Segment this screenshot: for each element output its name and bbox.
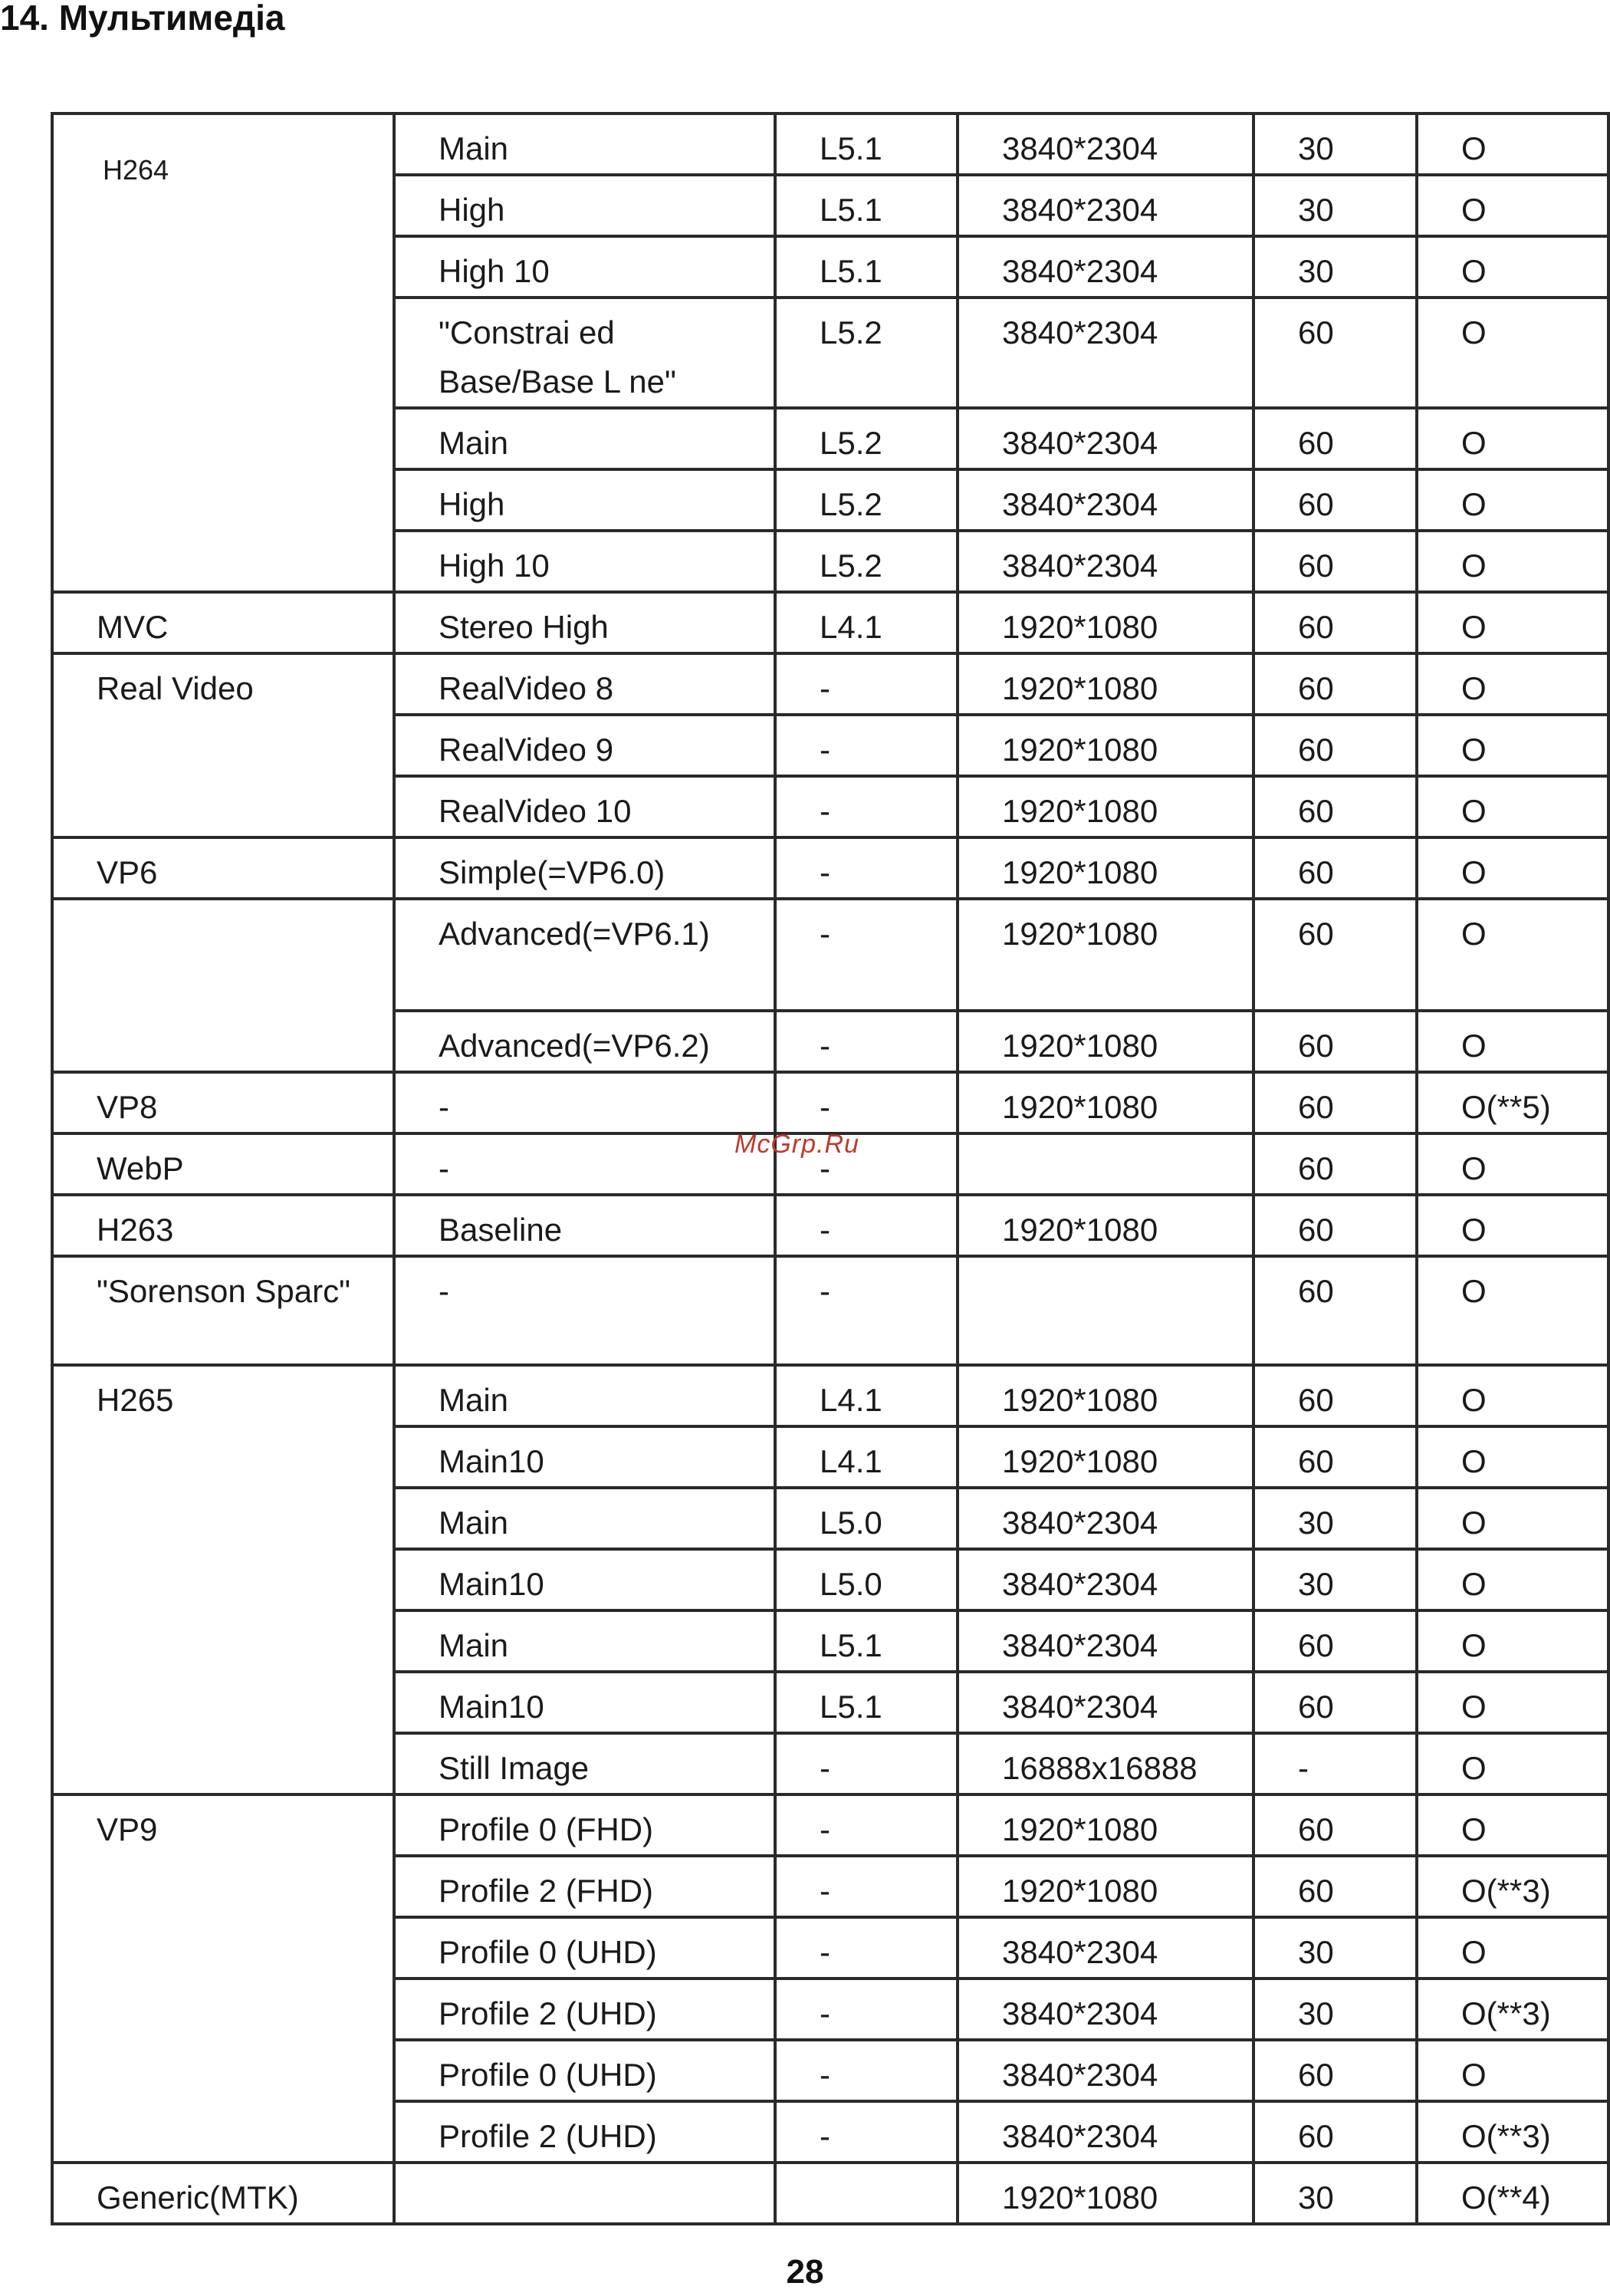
profile-cell: Baseline xyxy=(394,1195,775,1256)
fps-cell: 60 xyxy=(1254,837,1417,899)
support-cell: O xyxy=(1417,653,1608,715)
level-cell: L5.2 xyxy=(775,469,958,531)
page-number: 28 xyxy=(786,2253,824,2291)
support-cell: O xyxy=(1417,2040,1608,2101)
resolution-cell: 3840*2304 xyxy=(958,2040,1254,2101)
resolution-cell: 3840*2304 xyxy=(958,1979,1254,2040)
support-cell: O xyxy=(1417,298,1608,408)
profile-cell: Main xyxy=(394,1488,775,1549)
level-cell: L5.1 xyxy=(775,236,958,298)
resolution-cell: 3840*2304 xyxy=(958,175,1254,236)
level-cell: L4.1 xyxy=(775,1426,958,1488)
codec-name-cell: H263 xyxy=(52,1195,394,1256)
level-cell: - xyxy=(775,1917,958,1979)
support-cell: O xyxy=(1417,1488,1608,1549)
profile-cell: Main10 xyxy=(394,1672,775,1733)
support-cell: O xyxy=(1417,899,1608,1011)
resolution-cell: 1920*1080 xyxy=(958,1365,1254,1426)
support-cell: O(**3) xyxy=(1417,1979,1608,2040)
resolution-cell: 1920*1080 xyxy=(958,899,1254,1011)
level-cell: L5.2 xyxy=(775,298,958,408)
support-cell: O(**3) xyxy=(1417,1856,1608,1917)
resolution-cell: 16888x16888 xyxy=(958,1733,1254,1794)
support-cell: O xyxy=(1417,1133,1608,1195)
level-cell: - xyxy=(775,2101,958,2163)
level-cell: L5.1 xyxy=(775,1610,958,1672)
fps-cell: 60 xyxy=(1254,715,1417,776)
resolution-cell: 3840*2304 xyxy=(958,469,1254,531)
fps-cell: 60 xyxy=(1254,1794,1417,1856)
codec-name-cell: MVC xyxy=(52,592,394,653)
fps-cell: 60 xyxy=(1254,592,1417,653)
level-cell: - xyxy=(775,1011,958,1072)
profile-cell: - xyxy=(394,1072,775,1133)
support-cell: O xyxy=(1417,776,1608,837)
profile-cell xyxy=(394,2163,775,2224)
profile-cell: Main xyxy=(394,1365,775,1426)
resolution-cell: 3840*2304 xyxy=(958,1549,1254,1610)
resolution-cell xyxy=(958,1256,1254,1365)
level-cell: L4.1 xyxy=(775,1365,958,1426)
support-cell: O xyxy=(1417,592,1608,653)
support-cell: O xyxy=(1417,469,1608,531)
level-cell: - xyxy=(775,1856,958,1917)
support-cell: O xyxy=(1417,408,1608,469)
profile-cell: High xyxy=(394,175,775,236)
profile-cell: Profile 2 (UHD) xyxy=(394,1979,775,2040)
fps-cell: 60 xyxy=(1254,1133,1417,1195)
resolution-cell: 1920*1080 xyxy=(958,715,1254,776)
level-cell: L5.1 xyxy=(775,175,958,236)
fps-cell: 60 xyxy=(1254,469,1417,531)
page-title: 14. Мультимедіа xyxy=(0,0,285,38)
codec-name-cell xyxy=(52,899,394,1072)
level-cell: - xyxy=(775,1072,958,1133)
resolution-cell: 3840*2304 xyxy=(958,1610,1254,1672)
profile-cell: Profile 0 (UHD) xyxy=(394,2040,775,2101)
codec-name-cell: VP9 xyxy=(52,1794,394,2163)
fps-cell: 30 xyxy=(1254,1549,1417,1610)
level-cell: - xyxy=(775,776,958,837)
level-cell: - xyxy=(775,899,958,1011)
support-cell: O xyxy=(1417,1426,1608,1488)
profile-cell: Main xyxy=(394,408,775,469)
profile-cell: - xyxy=(394,1256,775,1365)
support-cell: O xyxy=(1417,1195,1608,1256)
support-cell: O xyxy=(1417,175,1608,236)
profile-cell: RealVideo 8 xyxy=(394,653,775,715)
resolution-cell: 3840*2304 xyxy=(958,236,1254,298)
level-cell: - xyxy=(775,2040,958,2101)
resolution-cell: 1920*1080 xyxy=(958,592,1254,653)
level-cell xyxy=(775,2163,958,2224)
codec-name-cell: WebP xyxy=(52,1133,394,1195)
table-row xyxy=(52,2163,1608,2224)
table-row xyxy=(52,837,1608,899)
profile-cell: - xyxy=(394,1133,775,1195)
level-cell: - xyxy=(775,1195,958,1256)
fps-cell: 60 xyxy=(1254,1195,1417,1256)
support-cell: O xyxy=(1417,1011,1608,1072)
profile-cell: Advanced(=VP6.2) xyxy=(394,1011,775,1072)
profile-cell: Main10 xyxy=(394,1426,775,1488)
resolution-cell: 1920*1080 xyxy=(958,837,1254,899)
support-cell: O xyxy=(1417,1672,1608,1733)
profile-cell: Profile 0 (UHD) xyxy=(394,1917,775,1979)
level-cell: L4.1 xyxy=(775,592,958,653)
fps-cell: 60 xyxy=(1254,2040,1417,2101)
resolution-cell: 1920*1080 xyxy=(958,653,1254,715)
level-cell: L5.0 xyxy=(775,1549,958,1610)
level-cell: - xyxy=(775,837,958,899)
support-cell: O(**3) xyxy=(1417,2101,1608,2163)
table-row xyxy=(52,592,1608,653)
fps-cell: 60 xyxy=(1254,1011,1417,1072)
profile-cell: Profile 2 (UHD) xyxy=(394,2101,775,2163)
resolution-cell: 1920*1080 xyxy=(958,2163,1254,2224)
fps-cell: 30 xyxy=(1254,1917,1417,1979)
support-cell: O xyxy=(1417,1256,1608,1365)
fps-cell: 60 xyxy=(1254,899,1417,1011)
support-cell: O(**4) xyxy=(1417,2163,1608,2224)
support-cell: O xyxy=(1417,1365,1608,1426)
resolution-cell: 1920*1080 xyxy=(958,776,1254,837)
fps-cell: 30 xyxy=(1254,1979,1417,2040)
level-cell: L5.1 xyxy=(775,1672,958,1733)
support-cell: O xyxy=(1417,1610,1608,1672)
support-cell: O xyxy=(1417,837,1608,899)
codec-name-cell: Generic(MTK) xyxy=(52,2163,394,2224)
level-cell: - xyxy=(775,1256,958,1365)
fps-cell: 60 xyxy=(1254,1365,1417,1426)
fps-cell: 60 xyxy=(1254,1256,1417,1365)
profile-cell: Profile 0 (FHD) xyxy=(394,1794,775,1856)
level-cell: - xyxy=(775,1733,958,1794)
profile-cell: Still Image xyxy=(394,1733,775,1794)
resolution-cell: 3840*2304 xyxy=(958,298,1254,408)
codec-name-cell: VP8 xyxy=(52,1072,394,1133)
fps-cell: 60 xyxy=(1254,2101,1417,2163)
profile-cell: Simple(=VP6.0) xyxy=(394,837,775,899)
fps-cell: 30 xyxy=(1254,2163,1417,2224)
codec-name-cell: Real Video xyxy=(52,653,394,837)
fps-cell: 30 xyxy=(1254,1488,1417,1549)
watermark: McGrp.Ru xyxy=(734,1130,859,1159)
fps-cell: - xyxy=(1254,1733,1417,1794)
resolution-cell xyxy=(958,1133,1254,1195)
profile-cell: Advanced(=VP6.1) xyxy=(394,899,775,1011)
fps-cell: 60 xyxy=(1254,408,1417,469)
fps-cell: 60 xyxy=(1254,1856,1417,1917)
level-cell: L5.2 xyxy=(775,531,958,592)
fps-cell: 60 xyxy=(1254,1672,1417,1733)
profile-cell: High xyxy=(394,469,775,531)
support-cell: O xyxy=(1417,236,1608,298)
level-cell: L5.0 xyxy=(775,1488,958,1549)
level-cell: - xyxy=(775,653,958,715)
level-cell: L5.2 xyxy=(775,408,958,469)
resolution-cell: 3840*2304 xyxy=(958,1917,1254,1979)
resolution-cell: 1920*1080 xyxy=(958,1794,1254,1856)
resolution-cell: 1920*1080 xyxy=(958,1011,1254,1072)
resolution-cell: 1920*1080 xyxy=(958,1856,1254,1917)
fps-cell: 30 xyxy=(1254,236,1417,298)
profile-cell: High 10 xyxy=(394,531,775,592)
codec-support-table xyxy=(51,112,1610,2225)
resolution-cell: 3840*2304 xyxy=(958,1488,1254,1549)
profile-cell: RealVideo 9 xyxy=(394,715,775,776)
profile-cell: Profile 2 (FHD) xyxy=(394,1856,775,1917)
profile-cell: Main xyxy=(394,1610,775,1672)
resolution-cell: 3840*2304 xyxy=(958,2101,1254,2163)
fps-cell: 60 xyxy=(1254,1426,1417,1488)
fps-cell: 60 xyxy=(1254,776,1417,837)
table-row xyxy=(52,1365,1608,1426)
fps-cell: 60 xyxy=(1254,653,1417,715)
profile-cell: RealVideo 10 xyxy=(394,776,775,837)
support-cell: O xyxy=(1417,1794,1608,1856)
fps-cell: 60 xyxy=(1254,531,1417,592)
resolution-cell: 3840*2304 xyxy=(958,1672,1254,1733)
resolution-cell: 3840*2304 xyxy=(958,531,1254,592)
support-cell: O xyxy=(1417,1917,1608,1979)
table-row xyxy=(52,1195,1608,1256)
support-cell: O xyxy=(1417,113,1608,175)
fps-cell: 30 xyxy=(1254,175,1417,236)
resolution-cell: 3840*2304 xyxy=(958,113,1254,175)
profile-cell: Stereo High xyxy=(394,592,775,653)
level-cell: - xyxy=(775,715,958,776)
resolution-cell: 1920*1080 xyxy=(958,1195,1254,1256)
support-cell: O xyxy=(1417,531,1608,592)
table-row xyxy=(52,899,1608,1011)
level-cell: - xyxy=(775,1133,958,1195)
support-cell: O xyxy=(1417,715,1608,776)
support-cell: O xyxy=(1417,1733,1608,1794)
profile-cell: "Constrai ed Base/Base L ne" xyxy=(394,298,775,408)
profile-cell: Main10 xyxy=(394,1549,775,1610)
profile-cell: Main xyxy=(394,113,775,175)
resolution-cell: 3840*2304 xyxy=(958,408,1254,469)
level-cell: - xyxy=(775,1794,958,1856)
codec-name-cell: "Sorenson Sparc" xyxy=(52,1256,394,1365)
level-cell: L5.1 xyxy=(775,113,958,175)
fps-cell: 30 xyxy=(1254,113,1417,175)
fps-cell: 60 xyxy=(1254,1610,1417,1672)
codec-name-cell: H264 xyxy=(52,113,394,592)
profile-cell: High 10 xyxy=(394,236,775,298)
support-cell: O(**5) xyxy=(1417,1072,1608,1133)
resolution-cell: 1920*1080 xyxy=(958,1072,1254,1133)
support-cell: O xyxy=(1417,1549,1608,1610)
table-row xyxy=(52,1794,1608,1856)
codec-name-cell: H265 xyxy=(52,1365,394,1794)
table-row xyxy=(52,653,1608,715)
codec-name-cell: VP6 xyxy=(52,837,394,899)
resolution-cell: 1920*1080 xyxy=(958,1426,1254,1488)
fps-cell: 60 xyxy=(1254,1072,1417,1133)
level-cell: - xyxy=(775,1979,958,2040)
table-row xyxy=(52,113,1608,175)
fps-cell: 60 xyxy=(1254,298,1417,408)
table-row xyxy=(52,1256,1608,1365)
table-row xyxy=(52,1072,1608,1133)
